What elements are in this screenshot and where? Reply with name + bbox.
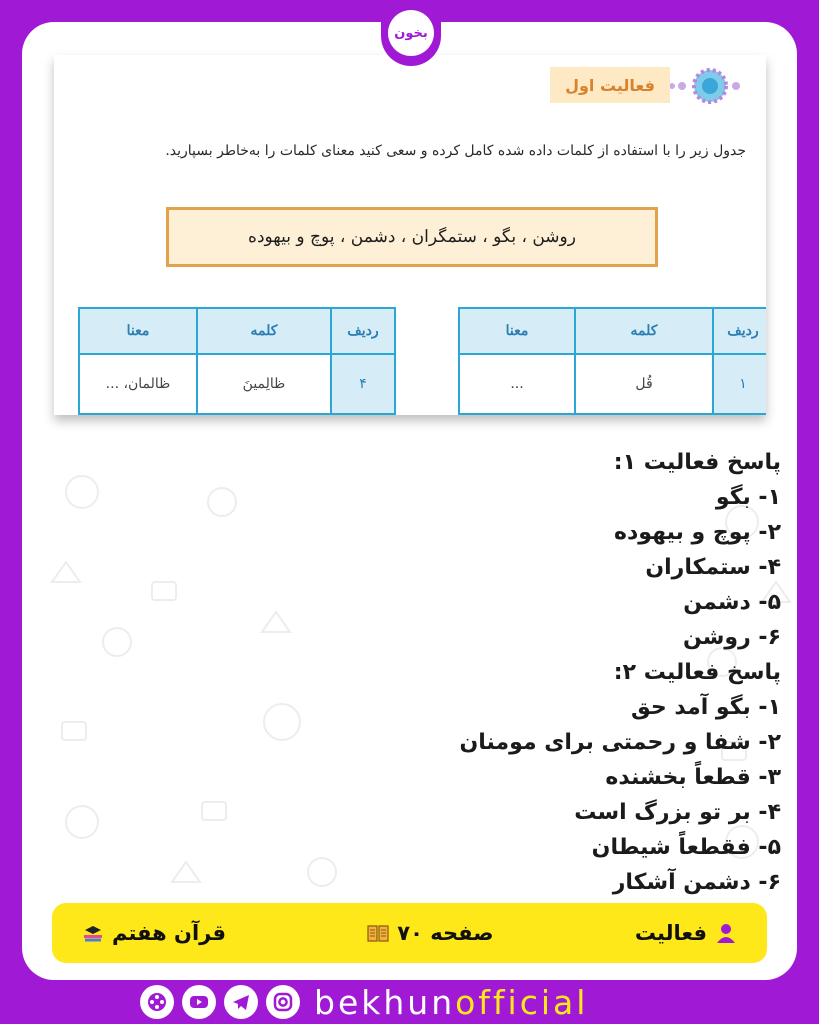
telegram-icon[interactable] xyxy=(224,985,258,1019)
answer-line: ۱- بگو آمد حق xyxy=(631,695,781,720)
activity-text: فعالیت xyxy=(634,921,707,945)
subject-label xyxy=(82,921,226,945)
bekhun-logo[interactable] xyxy=(381,0,441,66)
answer-line: ۴- ستمکاران xyxy=(645,555,781,580)
instagram-icon[interactable] xyxy=(266,985,300,1019)
answer-line: ۱- بگو xyxy=(715,485,781,510)
answer-line: ۶- دشمن آشکار xyxy=(612,870,781,895)
open-book-icon xyxy=(367,922,389,944)
logo-mark xyxy=(388,10,434,56)
header-meaning: معنا xyxy=(459,308,575,354)
header-row: ردیف xyxy=(331,308,395,354)
activity-title: فعالیت اول xyxy=(550,67,670,103)
page-label xyxy=(367,921,493,945)
answer-line: ۵- دشمن xyxy=(683,590,781,615)
student-icon xyxy=(715,922,737,944)
instruction-text: جدول زیر را با استفاده از کلمات داده شده کامل کرده و سعی کنید معنای کلمات را به‌خاطر بسپارید. xyxy=(165,143,746,159)
table-row xyxy=(79,354,395,414)
header-word: کلمه xyxy=(575,308,713,354)
answers-list xyxy=(141,445,781,900)
header-row: ردیف xyxy=(713,308,766,354)
activity-dots-icon xyxy=(666,63,746,109)
activity-label xyxy=(635,921,737,945)
row-number: ۴ xyxy=(331,354,395,414)
meaning-cell: ظالمان، ... xyxy=(79,354,197,414)
row-number: ۱ xyxy=(713,354,766,414)
page-text: صفحه ۷۰ xyxy=(397,921,494,945)
social-bar xyxy=(140,982,700,1022)
answer-line: ۵- فقطعاً شیطان xyxy=(591,835,781,860)
logo-text: بخون xyxy=(394,25,428,41)
word-cell: قُل xyxy=(575,354,713,414)
header-word: کلمه xyxy=(197,308,331,354)
graduation-books-icon xyxy=(82,922,104,944)
info-bar xyxy=(52,903,767,963)
film-reel-icon[interactable] xyxy=(140,985,174,1019)
vocab-table-left xyxy=(78,307,396,415)
answer-heading-2: پاسخ فعالیت ۲: xyxy=(613,660,781,685)
meaning-cell: ... xyxy=(459,354,575,414)
answer-line: ۲- شفا و رحمتی برای مومنان xyxy=(459,730,781,755)
answer-line: ۶- روشن xyxy=(683,625,781,650)
vocab-table-right xyxy=(458,307,766,415)
subject-text: قرآن هفتم xyxy=(112,921,226,945)
brand-name[interactable] xyxy=(314,983,588,1022)
answer-line: ۳- قطعاً بخشنده xyxy=(605,765,781,790)
answer-line: ۴- بر تو بزرگ است xyxy=(574,800,781,825)
textbook-excerpt xyxy=(54,55,766,415)
word-cell: ظالِمینَ xyxy=(197,354,331,414)
word-bank xyxy=(166,207,658,267)
table-row xyxy=(459,354,766,414)
youtube-icon[interactable] xyxy=(182,985,216,1019)
answer-heading-1: پاسخ فعالیت ۱: xyxy=(613,450,781,475)
header-meaning: معنا xyxy=(79,308,197,354)
brand-part-2: official xyxy=(455,982,589,1022)
brand-part-1: bekhun xyxy=(314,982,456,1022)
answer-line: ۲- پوچ و بیهوده xyxy=(614,520,781,545)
word-bank-text: روشن ، بگو ، ستمگران ، دشمن ، پوچ و بیهوده xyxy=(248,227,576,247)
